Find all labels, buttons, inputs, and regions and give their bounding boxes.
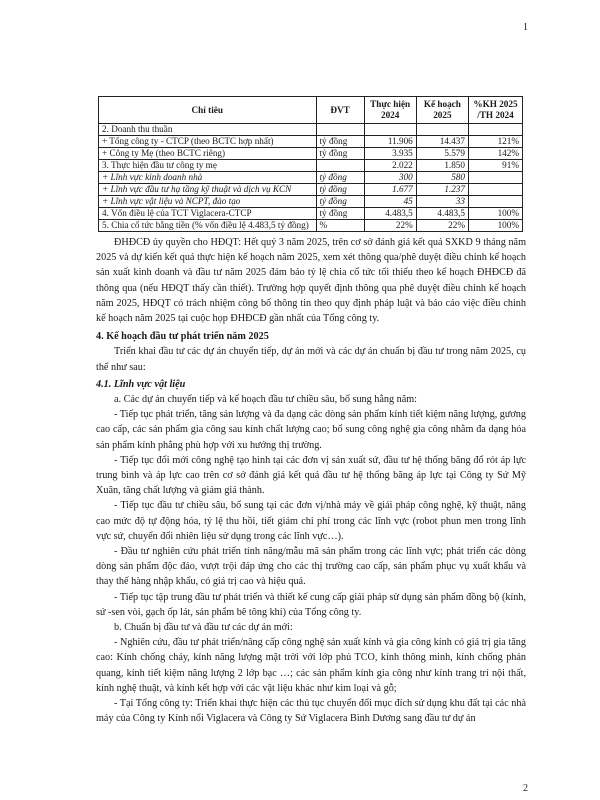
cell-actual-2024: 4.483,5 (364, 208, 416, 220)
page-number-top: 1 (523, 22, 528, 33)
paragraph-authorization: ĐHĐCĐ ủy quyền cho HĐQT: Hết quý 3 năm 2025, trên cơ sở đánh giá kết quả SXKD 9 tháng năm 2025 và dự kiến kết quả thực hiện kế hoạch năm 2025, xem xét thông qua/phê duyệt điều chỉnh kế hoạch sản xuất kinh doanh và đầu tư năm 2025 đảm bảo tỷ lệ chia cổ tức tối thiểu theo kế hoạch ĐHĐCĐ đã thông qua (nếu HĐQT thấy cần thiết). Trường hợp quyết định thông qua phê duyệt điều chỉnh kế hoạch năm 2025, HĐQT có trách nhiệm công bố thông tin theo quy định pháp luật và báo cáo việc điều chỉnh kế hoạch năm 2025 tại cuộc họp ĐHĐCĐ gần nhất của Tổng công ty. (96, 237, 526, 325)
item-a-heading: a. Các dự án chuyển tiếp và kế hoạch đầu tư chiều sâu, bổ sung hằng năm: (114, 394, 417, 406)
cell-actual-2024 (364, 124, 416, 136)
bullet-b2: - Tại Tổng công ty: Triển khai thực hiện các thủ tục chuyển đổi mục đích sử dụng khu đất tại các nhà máy của Công ty Kính nổi Viglacera và Công ty Sứ Viglacera Bình Dương sang đầu tư dự án (96, 698, 526, 725)
cell-plan-2025: 33 (416, 196, 468, 208)
bullet-a1: - Tiếp tục phát triển, tăng sản lượng và đa dạng các dòng sản phẩm kính tiết kiệm năng lượng, gương cao cấp, các sản phẩm gia công sau kính chất lượng cao; bổ sung công nghệ gia công nhằm đa dạng hóa sản phẩm kính phẳng phù hợp với xu hướng thị trường. (96, 409, 526, 451)
cell-ratio (468, 172, 522, 184)
cell-unit (316, 160, 364, 172)
cell-unit: tỷ đồng (316, 208, 364, 220)
table-row (99, 208, 523, 220)
table-row (99, 220, 523, 232)
cell-unit: tỷ đồng (316, 184, 364, 196)
bullet-a2: - Tiếp tục đổi mới công nghệ tạo hình tại các đơn vị sản xuất sứ, đầu tư hệ thống băng đổ rót áp lực trung bình và áp lực cao trên cơ sở đánh giá kết quả đầu tư hệ thống băng áp lực tại Công ty Sứ Mỹ Xuân, tăng chất lượng và giảm giá thành. (96, 454, 526, 497)
table-row (99, 172, 523, 184)
table-row (99, 160, 523, 172)
cell-plan-2025 (416, 124, 468, 136)
item-b-heading: b. Chuẩn bị đầu tư và đầu tư các dự án mới: (114, 622, 293, 634)
cell-indicator: 4. Vốn điều lệ của TCT Viglacera-CTCP (99, 208, 317, 220)
cell-plan-2025: 22% (416, 220, 468, 232)
cell-plan-2025: 1.850 (416, 160, 468, 172)
cell-indicator: + Lĩnh vực đầu tư hạ tầng kỹ thuật và dịch vụ KCN (99, 184, 317, 196)
cell-ratio (468, 124, 522, 136)
table-row (99, 148, 523, 160)
cell-indicator: 3. Thực hiện đầu tư công ty mẹ (99, 160, 317, 172)
cell-unit: % (316, 220, 364, 232)
table-row (99, 196, 523, 208)
cell-indicator: 2. Doanh thu thuần (99, 124, 317, 136)
table-body (99, 124, 523, 232)
col-header-unit: ĐVT (316, 97, 364, 124)
cell-indicator: + Tổng công ty - CTCP (theo BCTC hợp nhất) (99, 136, 317, 148)
cell-plan-2025: 580 (416, 172, 468, 184)
col-header-indicator: Chỉ tiêu (99, 97, 317, 124)
cell-plan-2025: 14.437 (416, 136, 468, 148)
cell-ratio: 100% (468, 220, 522, 232)
plan-table (98, 96, 523, 232)
col-header-plan-2025: Kế hoạch 2025 (416, 97, 468, 124)
cell-actual-2024: 11.906 (364, 136, 416, 148)
cell-ratio: 121% (468, 136, 522, 148)
cell-ratio (468, 184, 522, 196)
cell-actual-2024: 300 (364, 172, 416, 184)
col-header-actual-2024: Thực hiện 2024 (364, 97, 416, 124)
cell-ratio (468, 196, 522, 208)
subsection-heading-4-1: 4.1. Lĩnh vực vật liệu (96, 378, 186, 390)
col-header-ratio: %KH 2025 /TH 2024 (468, 97, 522, 124)
cell-actual-2024: 2.022 (364, 160, 416, 172)
page-number-bottom: 2 (523, 783, 528, 794)
bullet-b1: - Nghiên cứu, đầu tư phát triển/nâng cấp công nghệ sản xuất kính và gia công kính có giá trị gia tăng cao: Kính chống cháy, kính năng lượng mặt trời với lớp phủ TCO, kính thông minh, kính chống phản quang, kính tiết kiệm năng lượng 2 lớp bạc …; các sản phẩm kính gia công như kính trang trí nội thất, kính nghệ thuật, và kính kết hợp với các vật liệu khác như kim loại và gỗ; (96, 637, 526, 694)
cell-indicator: + Lĩnh vực kinh doanh nhà (99, 172, 317, 184)
table-header-row (99, 97, 523, 124)
section-heading-4: 4. Kế hoạch đầu tư phát triển năm 2025 (96, 331, 269, 343)
cell-ratio: 100% (468, 208, 522, 220)
bullet-a4: - Đầu tư nghiên cứu phát triển tính năng/mẫu mã sản phẩm trong các lĩnh vực; phát triển các dòng dòng sản phẩm độc đáo, vượt trội đáp ứng cho các thị trường cao cấp, sản phẩm phục vụ xuất khẩu và thay thế hàng nhập khẩu, có giá trị cao và hiệu quả. (96, 546, 526, 588)
cell-plan-2025: 4.483,5 (416, 208, 468, 220)
cell-actual-2024: 3.935 (364, 148, 416, 160)
cell-unit: tỷ đồng (316, 148, 364, 160)
bullet-a3: - Tiếp tục đầu tư chiều sâu, bổ sung tại các đơn vị/nhà máy về giải pháp công nghệ, kỹ thuật, nâng cao mức độ tự động hóa, tỷ lệ thu hồi, tiết giảm chi phí trong các lĩnh vực (robot phun men trong lĩnh vực sứ, chuyển đổi nhiên liệu sử dụng trong các lĩnh vực…). (96, 500, 526, 542)
cell-actual-2024: 22% (364, 220, 416, 232)
cell-plan-2025: 1.237 (416, 184, 468, 196)
cell-ratio: 142% (468, 148, 522, 160)
cell-unit: tỷ đồng (316, 136, 364, 148)
cell-ratio: 91% (468, 160, 522, 172)
bullet-a5: - Tiếp tục tập trung đầu tư phát triển và thiết kế cung cấp giải pháp sử dụng sản phẩm đồng bộ (kính, sứ -sen vòi, gạch ốp lát, sản phẩm bê tông khí) của Tổng công ty. (96, 591, 526, 618)
cell-actual-2024: 45 (364, 196, 416, 208)
cell-unit (316, 124, 364, 136)
cell-unit: tỷ đồng (316, 172, 364, 184)
cell-plan-2025: 5.579 (416, 148, 468, 160)
table-row (99, 184, 523, 196)
document-body (96, 96, 526, 727)
cell-unit: tỷ đồng (316, 196, 364, 208)
paragraph-intro: Triển khai đầu tư các dự án chuyển tiếp, dự án mới và các dự án chuẩn bị đầu tư trong năm 2025, cụ thể như sau: (96, 346, 526, 373)
cell-actual-2024: 1.677 (364, 184, 416, 196)
cell-indicator: + Công ty Mẹ (theo BCTC riêng) (99, 148, 317, 160)
table-row (99, 136, 523, 148)
cell-indicator: + Lĩnh vực vật liệu và NCPT, đào tạo (99, 196, 317, 208)
cell-indicator: 5. Chia cổ tức bằng tiền (% vốn điều lệ 4.483,5 tỷ đồng) (99, 220, 317, 232)
table-row (99, 124, 523, 136)
